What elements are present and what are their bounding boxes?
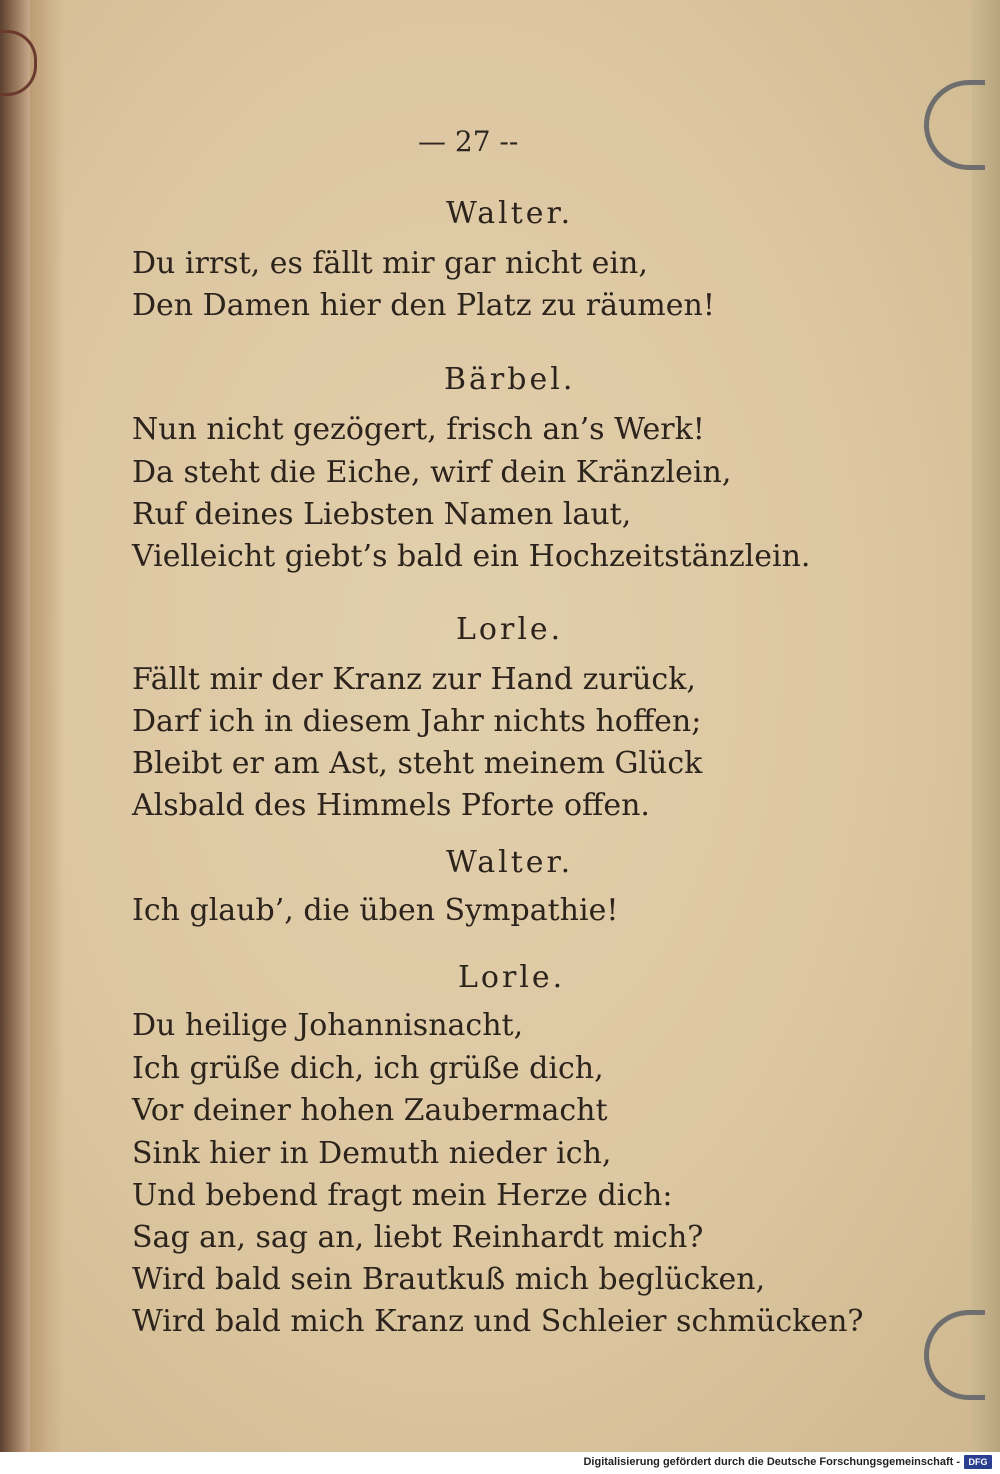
speaker-name: Walter. (446, 845, 574, 880)
verse-line: Du irrst, es fällt mir gar nicht ein, (132, 246, 648, 281)
verse-line: Ruf deines Liebsten Namen laut, (132, 497, 632, 532)
verse-line: Alsbald des Himmels Pforte offen. (132, 788, 650, 823)
book-binding (0, 0, 30, 1452)
speaker-name: Bärbel. (444, 362, 576, 397)
verse-line: Du heilige Johannisnacht, (132, 1008, 524, 1043)
page-edge-shadow (28, 0, 64, 1452)
digitization-credit: Digitalisierung gefördert durch die Deutsche Forschungsgemeinschaft - (583, 1456, 960, 1468)
speaker-name: Walter. (446, 196, 574, 231)
dfg-logo: DFG (964, 1455, 992, 1469)
verse-line: Vielleicht giebt’s bald ein Hochzeitstänzlein. (132, 539, 811, 574)
verse-line: Fällt mir der Kranz zur Hand zurück, (132, 662, 696, 697)
verse-line: Wird bald mich Kranz und Schleier schmücken? (132, 1304, 864, 1339)
verse-line: Darf ich in diesem Jahr nichts hoffen; (132, 704, 702, 739)
verse-line: Sink hier in Demuth nieder ich, (132, 1136, 612, 1171)
page-number: — 27 -- (418, 125, 519, 158)
verse-line: Bleibt er am Ast, steht meinem Glück (132, 746, 703, 781)
verse-line: Sag an, sag an, liebt Reinhardt mich? (132, 1220, 704, 1255)
speaker-name: Lorle. (458, 960, 566, 995)
book-cover-edge (972, 0, 1000, 1452)
verse-line: Wird bald sein Brautkuß mich beglücken, (132, 1262, 766, 1297)
verse-line: Ich grüße dich, ich grüße dich, (132, 1051, 604, 1086)
verse-line: Den Damen hier den Platz zu räumen! (132, 288, 715, 323)
speaker-name: Lorle. (456, 612, 564, 647)
verse-line: Vor deiner hohen Zaubermacht (132, 1093, 608, 1128)
verse-line: Da steht die Eiche, wirf dein Kränzlein, (132, 455, 732, 490)
verse-line: Ich glaub’, die üben Sympathie! (132, 893, 619, 928)
verse-line: Und bebend fragt mein Herze dich: (132, 1178, 673, 1213)
verse-line: Nun nicht gezögert, frisch an’s Werk! (132, 412, 705, 447)
